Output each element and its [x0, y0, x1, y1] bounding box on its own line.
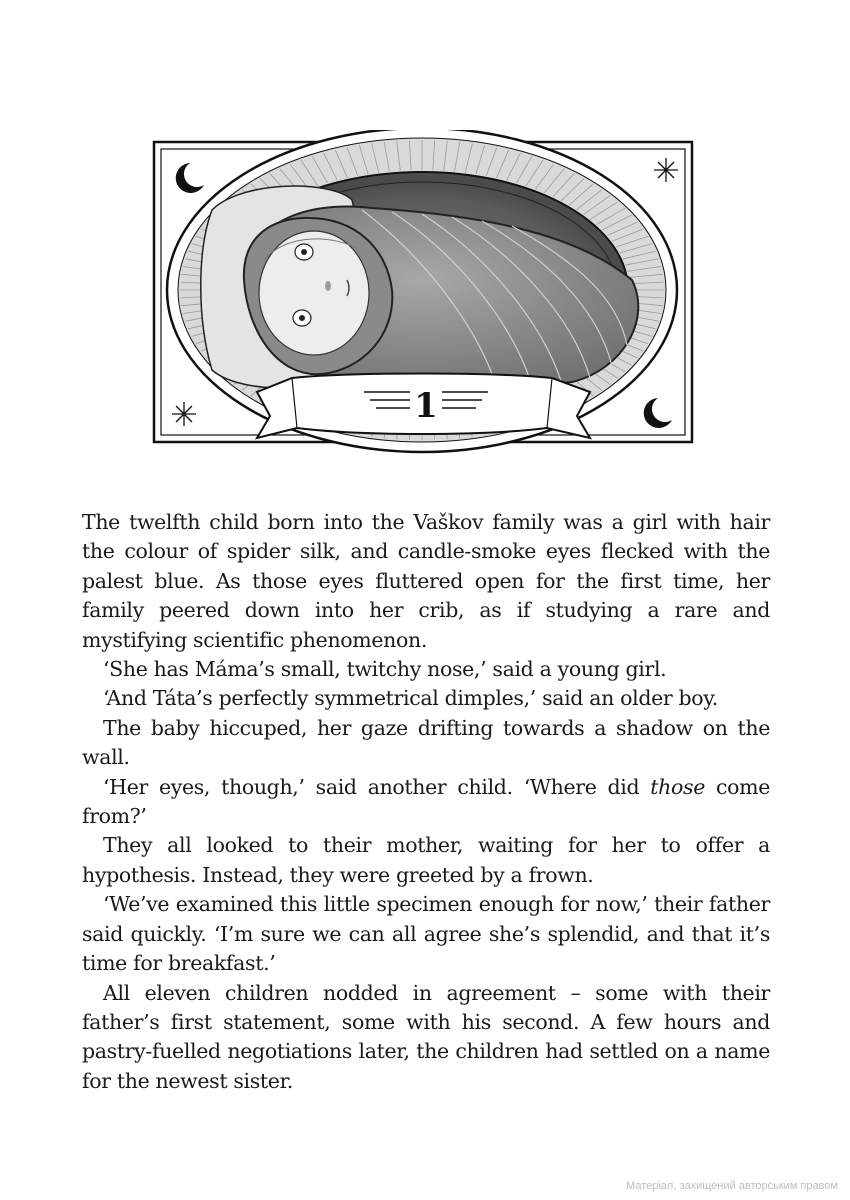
paragraph: The baby hiccuped, her gaze drifting towards a shadow on the wall.: [82, 715, 770, 770]
chapter-text: [82, 508, 770, 1096]
paragraph-text: ‘Her eyes, though,’ said another child. ‘Where did: [103, 774, 651, 799]
paragraph: They all looked to their mother, waiting for her to offer a hypothesis. Instead, they were greeted by a frown.: [82, 833, 770, 887]
copyright-watermark: Матеріал, захищений авторським правом: [626, 1180, 838, 1192]
paragraph-text: come from?’: [82, 774, 770, 829]
emphasis-text: those: [650, 774, 705, 799]
chapter-illustration: [152, 130, 697, 495]
paragraph: ‘And Táta’s perfectly symmetrical dimples,’ said an older boy.: [103, 686, 718, 711]
baby-nose: [325, 281, 331, 291]
paragraph: [82, 773, 770, 832]
paragraph: The twelfth child born into the Vaškov family was a girl with hair the colour of spider silk, and candle-smoke eyes flecked with the palest blue. As those eyes fluttered open for the first time, her family peered down into her crib, as if studying a rare and mystifying scientific phenomenon.: [82, 510, 770, 652]
chapter-number: 1: [414, 386, 438, 426]
paragraph: All eleven children nodded in agreement – some with their father’s first statement, some with his second. A few hours and pastry-fuelled negotiations later, the children had settled on a name for the newest sister.: [82, 980, 770, 1093]
paragraph: ‘We’ve examined this little specimen enough for now,’ their father said quickly. ‘I’m sure we can all agree she’s splendid, and that it’s time for breakfast.’: [82, 892, 770, 976]
paragraph: ‘She has Máma’s small, twitchy nose,’ said a young girl.: [103, 657, 667, 682]
